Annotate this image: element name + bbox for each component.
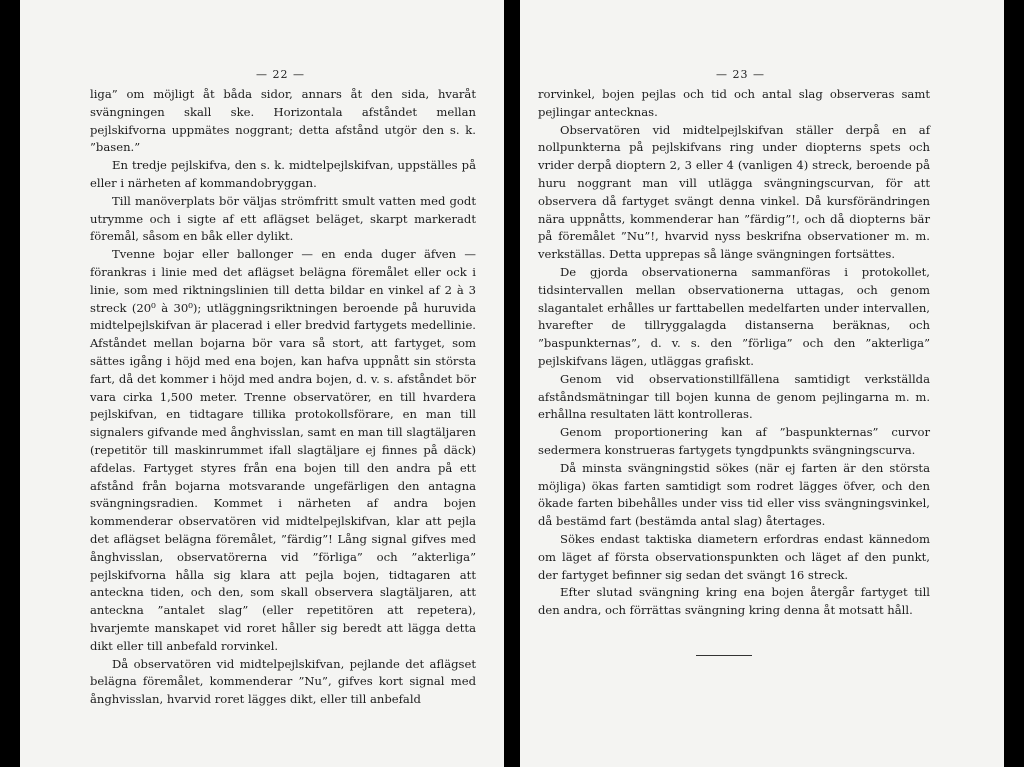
page-number: — 23 —: [716, 68, 765, 81]
paragraph: Genom proportionering kan af ”baspunkternas” curvor sedermera konstrueras fartygets tyngdpunkts svängningscurva.: [538, 425, 930, 457]
body-text: [538, 86, 930, 620]
right-page: [520, 0, 1004, 767]
paragraph: Observatören vid midtelpejlskifvan ställer derpå en af nollpunkterna på pejlskifvans ring under diopterns spets och vrider derpå dioptern 2, 3 eller 4 (vanligen 4) streck, beroende på huru noggrant man vill utlägga svängningscurvan, för att observera då fartyget svängt denna vinkel. Då kursförändringen nära uppnåtts, kommenderar han ”färdig”!, och då diopterns bär på föremålet ”Nu”!, hvarvid nyss beskrifna observationer m. m. verkställas. Detta upprepas så länge svängningen fortsättes.: [538, 122, 930, 262]
paragraph: Genom vid observationstillfällena samtidigt verkställda afståndsmätningar till bojen kunna de genom pejlingarna m. m. erhållna resultaten lätt kontrolleras.: [538, 371, 930, 422]
body-text: [90, 86, 476, 709]
paragraph: liga” om möjligt åt båda sidor, annars åt den sida, hvaråt svängningen skall ske. Horizontala afståndet mellan pejlskifvorna uppmätes noggrant; detta afstånd utgör den s. k. ”basen.”: [90, 87, 476, 155]
paragraph: De gjorda observationerna sammanföras i protokollet, tidsintervallen mellan observationerna uttagas, och genom slagantalet erhålles ur farttabellen medelfarten under intervallen, hvarefter de tillryggalagda distanserna beräknas, och ”baspunkternas”, d. v. s. den ”förliga” och den ”akterliga” pejlskifvans lägen, utläggas grafiskt.: [538, 264, 930, 368]
paragraph: Sökes endast taktiska diametern erfordras endast kännedom om läget af första observationspunkten och läget af den punkt, der fartyget befinner sig sedan det svängt 16 streck.: [538, 531, 930, 582]
section-end-rule: [696, 655, 752, 656]
paragraph: Till manöverplats bör väljas strömfritt smult vatten med godt utrymme och i sigte af ett aflägset beläget, skarpt markeradt föremål, såsom en båk eller dylikt.: [90, 193, 476, 244]
paragraph: En tredje pejlskifva, den s. k. midtelpejlskifvan, uppställes på eller i närheten af kommandobryggan.: [90, 158, 476, 190]
paragraph: Då observatören vid midtelpejlskifvan, pejlande det aflägset belägna föremålet, kommenderar ”Nu”, gifves kort signal med ånghvisslan, hvarvid roret lägges dikt, eller till anbefald: [90, 656, 476, 707]
page-number: — 22 —: [256, 68, 305, 81]
paragraph: Tvenne bojar eller ballonger — en enda duger äfven — förankras i linie med det aflägset belägna föremålet eller ock i linie, som med riktningslinien till detta bildar en vinkel af 2 à 3 streck (20⁰ à 30⁰); utläggningsriktningen beroende på huruvida midtelpejlskifvan är placerad i eller bredvid fartygets medellinie. Afståndet mellan bojarna bör vara så stort, att fartyget, som sättes igång i höjd med ena bojen, kan hafva uppnått sin största fart, då det kommer i höjd med andra bojen, d. v. s. afståndet bör vara cirka 1,500 meter. Trenne observatörer, en till hvardera pejlskifvan, en tidtagare tillika protokollsförare, en man till signalers gifvande med ånghvisslan, samt en man till slagtäljaren (repetitör till maskinrummet ifall slagtäljare ej finnes på däck) afdelas. Fartyget styres från ena bojen till den andra på ett afstånd från bojarna motsvarande ungefärligen den antagna svängningsradien. Kommet i närheten af andra bojen kommenderar observatören vid midtelpejlskifvan, klar att pejla det aflägset belägna föremålet, ”färdig”! Lång signal gifves med ånghvisslan, observatörerna vid ”förliga” och ”akterliga” pejlskifvorna hålla sig klara att pejla bojen, tidtagaren att anteckna tiden, och den, som skall observera slagtäljaren, att anteckna ”antalet slag” (eller repetitören att repetera), hvarjemte manskapet vid roret håller sig beredt att lägga detta dikt eller till anbefald rorvinkel.: [90, 247, 476, 653]
paragraph: Efter slutad svängning kring ena bojen återgår fartyget till den andra, och förrättas svängning kring denna åt motsatt håll.: [538, 585, 930, 618]
paragraph: rorvinkel, bojen pejlas och tid och antal slag observeras samt pejlingar antecknas.: [538, 87, 930, 119]
paragraph: Då minsta svängningstid sökes (när ej farten är den största möjliga) ökas farten samtidigt som rodret lägges öfver, och den ökade farten bibehålles under viss tid eller viss svängningsvinkel, då bestämd fart (bestämda antal slag) återtages.: [538, 460, 930, 529]
left-page: [20, 0, 504, 767]
